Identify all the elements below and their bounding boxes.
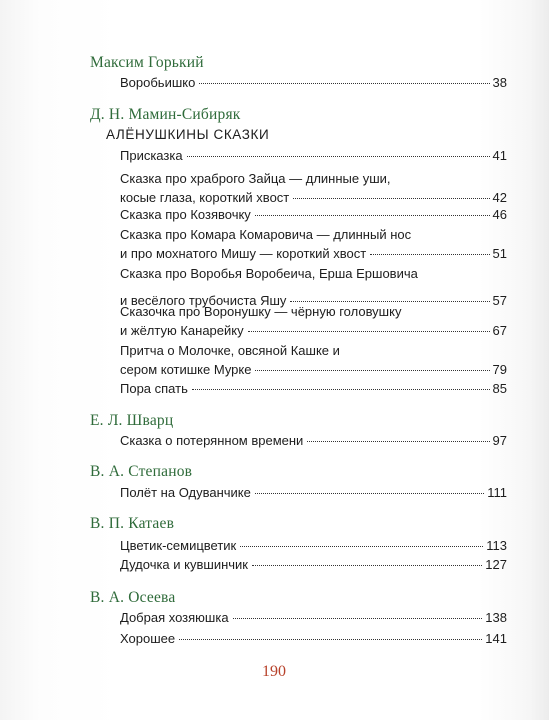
author-heading: Максим Горький xyxy=(90,54,204,71)
toc-entry xyxy=(120,205,507,224)
toc-entry xyxy=(120,483,507,502)
dot-leader xyxy=(307,440,489,442)
toc-entry xyxy=(120,536,507,555)
author-heading: В. А. Степанов xyxy=(90,463,193,480)
entry-page: 113 xyxy=(486,538,507,553)
entry-title: и жёлтую Канарейку xyxy=(120,323,244,338)
entry-title: Полёт на Одуванчике xyxy=(120,485,251,500)
entry-page: 138 xyxy=(485,610,507,625)
toc-entry xyxy=(120,169,507,207)
author-heading: В. А. Осеева xyxy=(90,589,176,606)
toc-entry xyxy=(120,225,507,263)
entry-page: 51 xyxy=(492,246,507,261)
author-heading: В. П. Катаев xyxy=(90,515,175,532)
entry-title: и про мохнатого Мишу — короткий хвост xyxy=(120,246,367,261)
entry-page: 127 xyxy=(485,557,507,572)
entry-title: Цветик-семицветик xyxy=(120,538,237,553)
dot-leader xyxy=(370,253,489,255)
entry-title-line: Сказка про Комара Комаровича — длинный нос xyxy=(120,227,412,242)
dot-leader xyxy=(293,197,489,199)
entry-title: Сказка о потерянном времени xyxy=(120,433,304,448)
entry-title-line: Сказка про храброго Зайца — длинные уши, xyxy=(120,171,391,186)
dot-leader xyxy=(233,617,483,619)
entry-page: 111 xyxy=(487,485,507,500)
toc-entry xyxy=(120,608,507,627)
entry-title: косые глаза, короткий хвост xyxy=(120,190,290,205)
dot-leader xyxy=(187,155,490,157)
toc-entry xyxy=(120,555,507,574)
entry-title: Присказка xyxy=(120,148,183,163)
dot-leader xyxy=(240,545,483,547)
toc-entry xyxy=(120,629,507,648)
entry-title: Хорошее xyxy=(120,631,176,646)
dot-leader xyxy=(255,492,484,494)
toc-entry xyxy=(120,379,507,398)
toc-entry xyxy=(120,302,507,340)
entry-title-line: Притча о Молочке, овсяной Кашке и xyxy=(120,343,340,358)
entry-page: 46 xyxy=(492,207,507,222)
entry-title: сером котишке Мурке xyxy=(120,362,252,377)
entry-title: Воробьишко xyxy=(120,75,196,90)
entry-title: Дудочка и кувшинчик xyxy=(120,557,248,572)
entry-page: 67 xyxy=(492,323,507,338)
dot-leader xyxy=(179,638,482,640)
entry-page: 38 xyxy=(492,75,507,90)
toc-entry xyxy=(120,73,507,92)
entry-page: 97 xyxy=(492,433,507,448)
toc-entry xyxy=(120,431,507,450)
author-heading: Е. Л. Шварц xyxy=(90,412,174,429)
entry-page: 42 xyxy=(492,190,507,205)
entry-title: Пора спать xyxy=(120,381,188,396)
collection-title: АЛЁНУШКИНЫ СКАЗКИ xyxy=(106,127,270,142)
dot-leader xyxy=(192,388,490,390)
entry-title: и весёлого трубочиста Яшу xyxy=(120,293,287,308)
entry-page: 79 xyxy=(492,362,507,377)
author-heading: Д. Н. Мамин-Сибиряк xyxy=(90,106,241,123)
dot-leader xyxy=(199,82,489,84)
entry-page: 85 xyxy=(492,381,507,396)
dot-leader xyxy=(248,330,490,332)
dot-leader xyxy=(255,369,489,371)
entry-page: 141 xyxy=(485,631,507,646)
entry-title: Добрая хозяюшка xyxy=(120,610,229,625)
entry-page: 41 xyxy=(492,148,507,163)
entry-title: Сказка про Козявочку xyxy=(120,207,251,222)
entry-title-line: Сказочка про Воронушку — чёрную головушку xyxy=(120,304,402,319)
toc-entry xyxy=(120,146,507,165)
entry-title-line: Сказка про Воробья Воробеича, Ерша Ершовича xyxy=(120,266,418,281)
entry-page: 57 xyxy=(492,293,507,308)
toc-entry xyxy=(120,341,507,379)
page-number: 190 xyxy=(262,663,286,680)
dot-leader xyxy=(255,214,490,216)
dot-leader xyxy=(252,564,482,566)
